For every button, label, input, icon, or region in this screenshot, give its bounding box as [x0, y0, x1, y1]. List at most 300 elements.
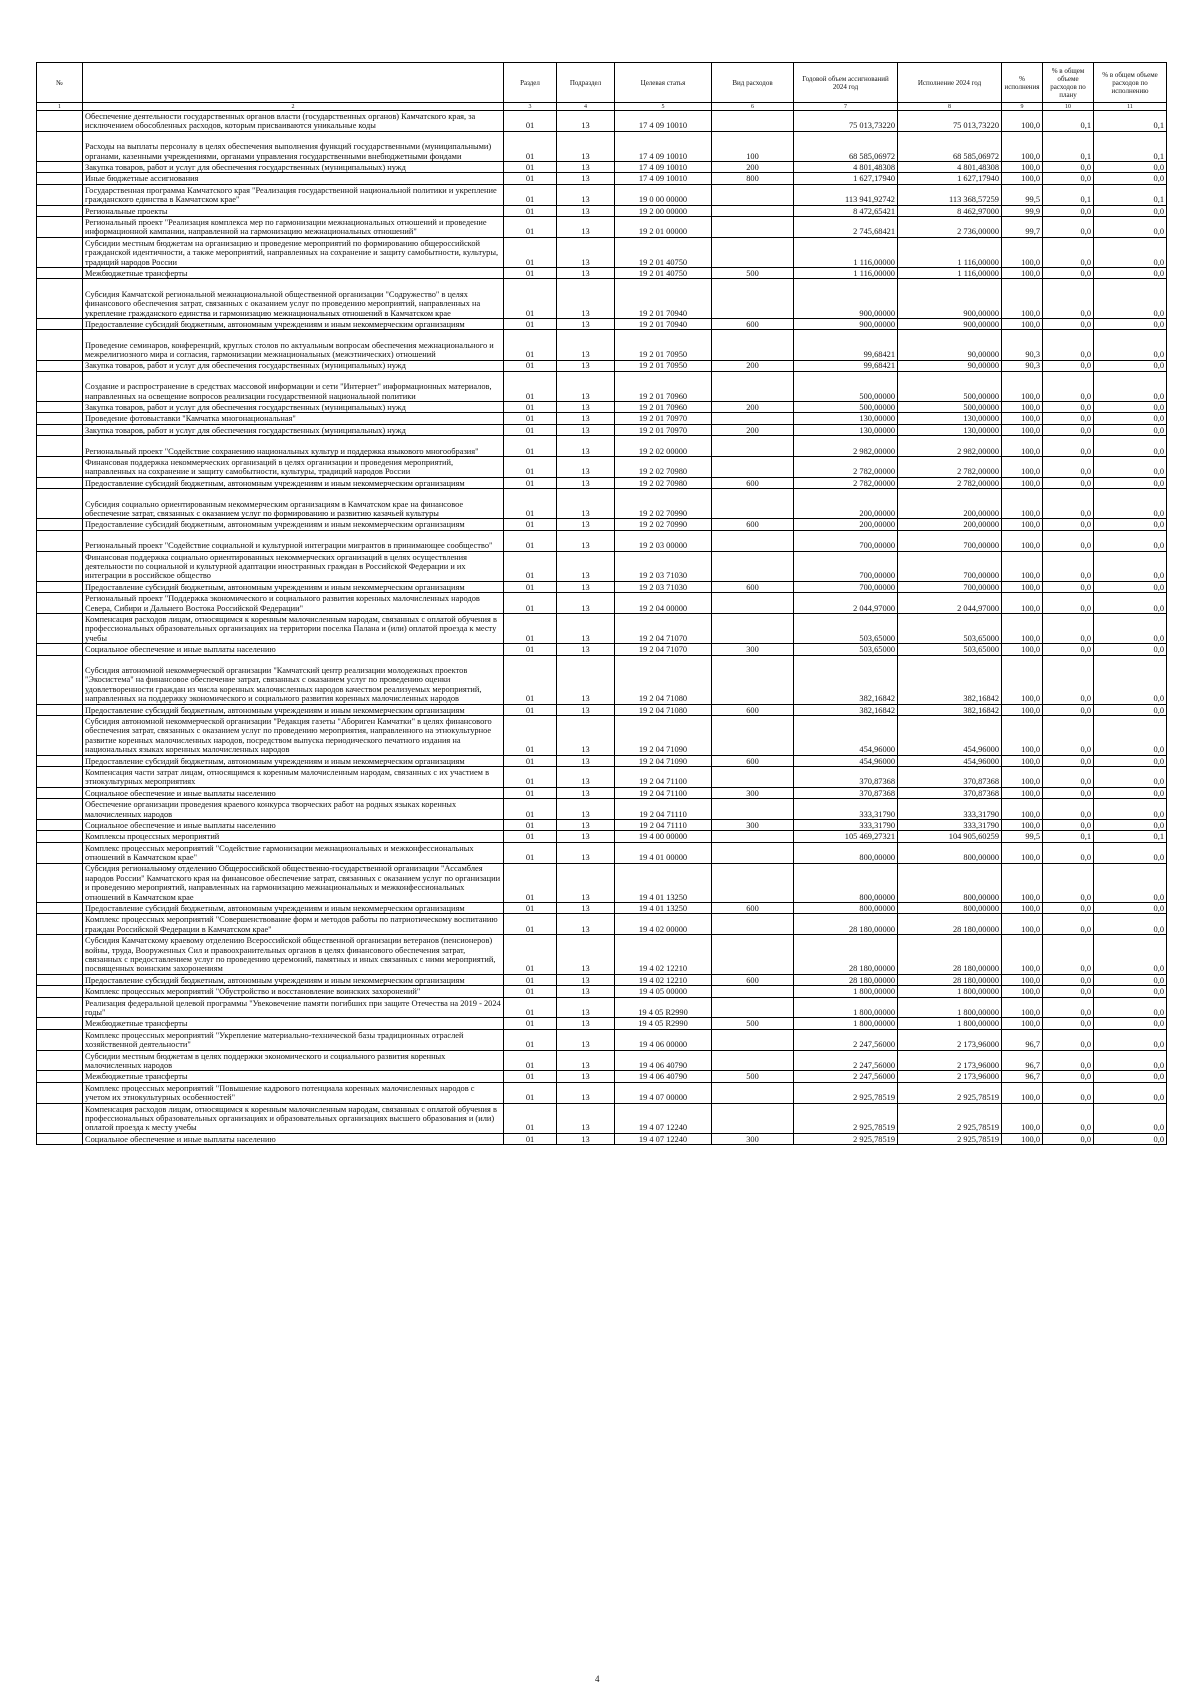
razdel-cell: 01 [504, 318, 557, 329]
column-header-7: Годовой объем ассигнований 2024 год [794, 63, 898, 103]
target-article-cell: 19 4 07 00000 [615, 1082, 712, 1103]
plan-share-cell: 0,0 [1043, 318, 1094, 329]
row-name: Государственная программа Камчатского края "Реализация государственной национальной политики и укрепление гражданского единства в Камчатском крае" [83, 184, 504, 205]
execution-amount-cell: 2 736,00000 [898, 216, 1002, 237]
target-article-cell: 19 2 04 71110 [615, 799, 712, 820]
table-row [37, 914, 1167, 935]
row-index-cell [37, 551, 83, 581]
plan-share-cell: 0,0 [1043, 205, 1094, 216]
plan-amount-cell: 382,16842 [794, 704, 898, 715]
row-name: Комплексы процессных мероприятий [83, 831, 504, 842]
table-row [37, 424, 1167, 435]
razdel-cell: 01 [504, 655, 557, 704]
table-row [37, 974, 1167, 985]
row-index-cell [37, 986, 83, 997]
expense-type-cell: 300 [712, 1133, 794, 1144]
execution-share-cell: 0,0 [1094, 1133, 1167, 1144]
podrazdel-cell: 13 [557, 1082, 615, 1103]
row-name: Межбюджетные трансферты [83, 1071, 504, 1082]
plan-share-cell: 0,0 [1043, 842, 1094, 863]
table-row [37, 173, 1167, 184]
execution-amount-cell: 2 925,78519 [898, 1082, 1002, 1103]
plan-share-cell: 0,0 [1043, 704, 1094, 715]
execution-share-cell: 0,0 [1094, 489, 1167, 519]
table-row [37, 161, 1167, 172]
plan-amount-cell: 2 247,56000 [794, 1050, 898, 1071]
plan-share-cell: 0,0 [1043, 457, 1094, 478]
plan-amount-cell: 1 800,00000 [794, 1018, 898, 1029]
row-name: Предоставление субсидий бюджетным, автономным учреждениям и иным некоммерческим организациям [83, 318, 504, 329]
expense-type-cell [712, 489, 794, 519]
table-row [37, 1071, 1167, 1082]
table-row [37, 330, 1167, 360]
plan-share-cell: 0,0 [1043, 974, 1094, 985]
target-article-cell: 19 4 02 12210 [615, 974, 712, 985]
table-row [37, 842, 1167, 863]
row-name: Региональный проект "Содействие сохранению национальных культур и поддержка языкового многообразия" [83, 436, 504, 457]
column-header-6: Вид расходов [712, 63, 794, 103]
target-article-cell: 19 2 01 70950 [615, 330, 712, 360]
plan-amount-cell: 2 247,56000 [794, 1071, 898, 1082]
execution-percent-cell: 99,7 [1002, 216, 1043, 237]
row-index-cell [37, 184, 83, 205]
row-index-cell [37, 819, 83, 830]
table-row [37, 787, 1167, 798]
execution-amount-cell: 382,16842 [898, 655, 1002, 704]
row-index-cell [37, 330, 83, 360]
plan-share-cell: 0,0 [1043, 1029, 1094, 1050]
table-row [37, 318, 1167, 329]
razdel-cell: 01 [504, 161, 557, 172]
row-name: Региональный проект "Реализация комплекса мер по гармонизации межнациональных отношений и проведение информационной кампании, направленной на гармонизацию межнациональных отношений" [83, 216, 504, 237]
execution-percent-cell: 100,0 [1002, 903, 1043, 914]
expense-type-cell: 500 [712, 267, 794, 278]
row-name: Комплекс процессных мероприятий "Содействие гармонизации межнациональных и межконфессиональных отношений в Камчатском крае" [83, 842, 504, 863]
execution-share-cell: 0,0 [1094, 216, 1167, 237]
row-name: Социальное обеспечение и иные выплаты населению [83, 819, 504, 830]
plan-amount-cell: 1 116,00000 [794, 237, 898, 267]
execution-amount-cell: 130,00000 [898, 413, 1002, 424]
target-article-cell: 19 2 01 70940 [615, 318, 712, 329]
execution-amount-cell: 800,00000 [898, 863, 1002, 903]
target-article-cell: 17 4 09 10010 [615, 131, 712, 161]
razdel-cell: 01 [504, 267, 557, 278]
execution-share-cell: 0,0 [1094, 986, 1167, 997]
plan-share-cell: 0,0 [1043, 655, 1094, 704]
podrazdel-cell: 13 [557, 644, 615, 655]
podrazdel-cell: 13 [557, 831, 615, 842]
table-row [37, 1082, 1167, 1103]
column-header-2 [83, 63, 504, 103]
table-row [37, 1050, 1167, 1071]
plan-share-cell: 0,0 [1043, 1133, 1094, 1144]
execution-amount-cell: 1 800,00000 [898, 997, 1002, 1018]
target-article-cell: 19 2 04 71070 [615, 613, 712, 643]
execution-share-cell: 0,0 [1094, 1103, 1167, 1133]
razdel-cell: 01 [504, 715, 557, 755]
plan-share-cell: 0,0 [1043, 787, 1094, 798]
razdel-cell: 01 [504, 551, 557, 581]
row-name: Субсидии местным бюджетам на организацию и проведение мероприятий по формированию общероссийской гражданской идентичности, а также мероприятий, направленных на сохранение и защиту самобытности, культуры, традиций народов России [83, 237, 504, 267]
plan-amount-cell: 28 180,00000 [794, 974, 898, 985]
plan-share-cell: 0,0 [1043, 413, 1094, 424]
podrazdel-cell: 13 [557, 519, 615, 530]
plan-amount-cell: 1 116,00000 [794, 267, 898, 278]
plan-share-cell: 0,0 [1043, 1050, 1094, 1071]
plan-share-cell: 0,0 [1043, 477, 1094, 488]
row-name: Субсидия Камчатскому краевому отделению Всероссийской общественной организации ветеранов (пенсионеров) войны, труда, Вооруженных Сил и правоохранительных органов в целях финансового обеспечения затрат, связанных с предоставлением услуг по проведению церемоний, памятных и иных связанных с ними мероприятий, посвященных воинским захоронениям [83, 935, 504, 975]
row-index-cell [37, 755, 83, 766]
target-article-cell: 19 4 05 R2990 [615, 1018, 712, 1029]
execution-share-cell: 0,0 [1094, 424, 1167, 435]
execution-percent-cell: 99,9 [1002, 205, 1043, 216]
target-article-cell: 19 2 01 70970 [615, 413, 712, 424]
execution-share-cell: 0,0 [1094, 974, 1167, 985]
expense-type-cell: 300 [712, 819, 794, 830]
execution-percent-cell: 100,0 [1002, 974, 1043, 985]
row-index-cell [37, 436, 83, 457]
expense-type-cell [712, 613, 794, 643]
expense-type-cell: 600 [712, 974, 794, 985]
row-name: Субсидия социально ориентированным некоммерческим организациям в Камчатском крае на финансовое обеспечение затрат, связанных с оказанием услуг по формированию и развитию казачьей культуры [83, 489, 504, 519]
row-index-cell [37, 655, 83, 704]
execution-percent-cell: 100,0 [1002, 997, 1043, 1018]
podrazdel-cell: 13 [557, 173, 615, 184]
target-article-cell: 19 4 02 12210 [615, 935, 712, 975]
plan-amount-cell: 700,00000 [794, 530, 898, 551]
table-row [37, 863, 1167, 903]
row-name: Обеспечение деятельности государственных органов власти (государственных органов) Камчатского края, за исключением обособленных расходов, которым присваиваются уникальные коды [83, 111, 504, 132]
execution-amount-cell: 800,00000 [898, 903, 1002, 914]
execution-percent-cell: 99,5 [1002, 184, 1043, 205]
target-article-cell: 19 4 01 13250 [615, 903, 712, 914]
target-article-cell: 19 2 04 71110 [615, 819, 712, 830]
execution-amount-cell: 90,00000 [898, 330, 1002, 360]
razdel-cell: 01 [504, 903, 557, 914]
plan-amount-cell: 99,68421 [794, 360, 898, 371]
table-row [37, 704, 1167, 715]
plan-share-cell: 0,0 [1043, 644, 1094, 655]
plan-amount-cell: 2 044,97000 [794, 593, 898, 614]
execution-amount-cell: 1 800,00000 [898, 986, 1002, 997]
row-index-cell [37, 519, 83, 530]
row-name: Финансовая поддержка социально ориентированных некоммерческих организаций в целях осуществления деятельности по социальной и культурной адаптации иностранных граждан в Российской Федерации и их интеграции в российское общество [83, 551, 504, 581]
execution-percent-cell: 90,3 [1002, 330, 1043, 360]
row-index-cell [37, 205, 83, 216]
podrazdel-cell: 13 [557, 766, 615, 787]
target-article-cell: 19 0 00 00000 [615, 184, 712, 205]
podrazdel-cell: 13 [557, 997, 615, 1018]
podrazdel-cell: 13 [557, 402, 615, 413]
row-name: Закупка товаров, работ и услуг для обеспечения государственных (муниципальных) нужд [83, 161, 504, 172]
row-name: Создание и распространение в средствах массовой информации и сети "Интернет" информационных материалов, направленных на освещение вопросов реализации государственной национальной политики [83, 371, 504, 401]
row-index-cell [37, 644, 83, 655]
podrazdel-cell: 13 [557, 1071, 615, 1082]
row-name: Закупка товаров, работ и услуг для обеспечения государственных (муниципальных) нужд [83, 424, 504, 435]
target-article-cell: 19 2 04 71090 [615, 715, 712, 755]
execution-percent-cell: 100,0 [1002, 519, 1043, 530]
execution-amount-cell: 2 173,96000 [898, 1071, 1002, 1082]
plan-share-cell: 0,1 [1043, 831, 1094, 842]
razdel-cell: 01 [504, 1103, 557, 1133]
execution-amount-cell: 90,00000 [898, 360, 1002, 371]
razdel-cell: 01 [504, 863, 557, 903]
execution-percent-cell: 100,0 [1002, 161, 1043, 172]
expense-type-cell [712, 530, 794, 551]
execution-percent-cell: 100,0 [1002, 935, 1043, 975]
razdel-cell: 01 [504, 424, 557, 435]
row-index-cell [37, 530, 83, 551]
podrazdel-cell: 13 [557, 787, 615, 798]
target-article-cell: 19 2 03 00000 [615, 530, 712, 551]
execution-percent-cell: 100,0 [1002, 371, 1043, 401]
razdel-cell: 01 [504, 173, 557, 184]
execution-share-cell: 0,1 [1094, 184, 1167, 205]
row-index-cell [37, 318, 83, 329]
execution-share-cell: 0,0 [1094, 360, 1167, 371]
plan-share-cell: 0,0 [1043, 279, 1094, 319]
plan-amount-cell: 333,31790 [794, 799, 898, 820]
plan-share-cell: 0,0 [1043, 360, 1094, 371]
execution-amount-cell: 454,96000 [898, 715, 1002, 755]
execution-amount-cell: 900,00000 [898, 279, 1002, 319]
column-number-8: 8 [898, 103, 1002, 111]
expense-type-cell [712, 914, 794, 935]
row-name: Субсидия автономной некоммерческой организации "Камчатский центр реализации молодежных проектов "Экосистема" на финансовое обеспечение затрат, связанных с оказанием услуг по проведению оценки удовлетворенности граждан из числа коренных малочисленных народов качеством реализуемых мероприятий, направленных на поддержку экономического и социального развития коренных малочисленных народов [83, 655, 504, 704]
plan-amount-cell: 28 180,00000 [794, 914, 898, 935]
row-name: Социальное обеспечение и иные выплаты населению [83, 1133, 504, 1144]
podrazdel-cell: 13 [557, 819, 615, 830]
execution-amount-cell: 2 925,78519 [898, 1133, 1002, 1144]
expense-type-cell: 600 [712, 477, 794, 488]
execution-percent-cell: 100,0 [1002, 111, 1043, 132]
razdel-cell: 01 [504, 831, 557, 842]
expense-type-cell [712, 551, 794, 581]
row-index-cell [37, 267, 83, 278]
column-header-3: Раздел [504, 63, 557, 103]
execution-percent-cell: 100,0 [1002, 457, 1043, 478]
execution-amount-cell: 28 180,00000 [898, 935, 1002, 975]
expense-type-cell [712, 863, 794, 903]
plan-amount-cell: 503,65000 [794, 644, 898, 655]
execution-share-cell: 0,0 [1094, 935, 1167, 975]
expense-type-cell: 600 [712, 755, 794, 766]
execution-percent-cell: 100,0 [1002, 436, 1043, 457]
target-article-cell: 19 2 04 71100 [615, 787, 712, 798]
razdel-cell: 01 [504, 279, 557, 319]
expense-type-cell: 500 [712, 1018, 794, 1029]
execution-amount-cell: 1 627,17940 [898, 173, 1002, 184]
plan-amount-cell: 130,00000 [794, 413, 898, 424]
row-index-cell [37, 173, 83, 184]
table-row [37, 655, 1167, 704]
razdel-cell: 01 [504, 111, 557, 132]
plan-amount-cell: 700,00000 [794, 581, 898, 592]
execution-share-cell: 0,0 [1094, 457, 1167, 478]
razdel-cell: 01 [504, 205, 557, 216]
execution-share-cell: 0,0 [1094, 997, 1167, 1018]
execution-percent-cell: 90,3 [1002, 360, 1043, 371]
expense-type-cell [712, 436, 794, 457]
plan-amount-cell: 130,00000 [794, 424, 898, 435]
execution-share-cell: 0,0 [1094, 819, 1167, 830]
podrazdel-cell: 13 [557, 581, 615, 592]
expense-type-cell: 300 [712, 644, 794, 655]
execution-amount-cell: 68 585,06972 [898, 131, 1002, 161]
row-index-cell [37, 1103, 83, 1133]
table-row [37, 279, 1167, 319]
target-article-cell: 19 2 00 00000 [615, 205, 712, 216]
execution-share-cell: 0,0 [1094, 655, 1167, 704]
table-row [37, 1103, 1167, 1133]
execution-amount-cell: 500,00000 [898, 371, 1002, 401]
table-body [37, 111, 1167, 1145]
execution-amount-cell: 382,16842 [898, 704, 1002, 715]
row-name: Межбюджетные трансферты [83, 267, 504, 278]
execution-percent-cell: 100,0 [1002, 766, 1043, 787]
expense-type-cell [712, 655, 794, 704]
razdel-cell: 01 [504, 787, 557, 798]
target-article-cell: 19 2 02 00000 [615, 436, 712, 457]
table-row [37, 1018, 1167, 1029]
execution-share-cell: 0,0 [1094, 279, 1167, 319]
table-row [37, 530, 1167, 551]
execution-share-cell: 0,0 [1094, 704, 1167, 715]
execution-amount-cell: 113 368,57259 [898, 184, 1002, 205]
podrazdel-cell: 13 [557, 1133, 615, 1144]
plan-share-cell: 0,0 [1043, 1071, 1094, 1082]
razdel-cell: 01 [504, 413, 557, 424]
row-index-cell [37, 613, 83, 643]
execution-amount-cell: 200,00000 [898, 489, 1002, 519]
target-article-cell: 19 4 00 00000 [615, 831, 712, 842]
plan-amount-cell: 200,00000 [794, 489, 898, 519]
row-name: Компенсация расходов лицам, относящимся к коренным малочисленным народам, связанных с оплатой обучения в профессиональных образовательных организациях на территории поселка Палана и (или) оплатой проезда к месту учебы [83, 613, 504, 643]
plan-share-cell: 0,0 [1043, 519, 1094, 530]
execution-percent-cell: 100,0 [1002, 173, 1043, 184]
razdel-cell: 01 [504, 581, 557, 592]
execution-percent-cell: 100,0 [1002, 237, 1043, 267]
target-article-cell: 19 2 02 70980 [615, 477, 712, 488]
razdel-cell: 01 [504, 593, 557, 614]
target-article-cell: 19 2 01 70960 [615, 402, 712, 413]
row-name: Комплекс процессных мероприятий "Повышение кадрового потенциала коренных малочисленных народов с учетом их этнокультурных особенностей" [83, 1082, 504, 1103]
podrazdel-cell: 13 [557, 360, 615, 371]
podrazdel-cell: 13 [557, 184, 615, 205]
table-row [37, 111, 1167, 132]
expense-type-cell [712, 842, 794, 863]
plan-amount-cell: 800,00000 [794, 863, 898, 903]
expense-type-cell [712, 715, 794, 755]
razdel-cell: 01 [504, 613, 557, 643]
expense-type-cell: 600 [712, 704, 794, 715]
target-article-cell: 19 2 03 71030 [615, 551, 712, 581]
podrazdel-cell: 13 [557, 842, 615, 863]
row-name: Субсидия автономной некоммерческой организации "Редакция газеты "Абориген Камчатки" в целях финансового обеспечения затрат, связанных с оказанием услуг по проведению мероприятия, направленного на этнокультурное развитие коренных малочисленных народов, посредством выпуска периодического печатного издания на национальных языках коренных малочисленных народов [83, 715, 504, 755]
execution-share-cell: 0,0 [1094, 371, 1167, 401]
row-index-cell [37, 360, 83, 371]
table-row [37, 402, 1167, 413]
razdel-cell: 01 [504, 436, 557, 457]
execution-share-cell: 0,0 [1094, 530, 1167, 551]
plan-amount-cell: 1 800,00000 [794, 997, 898, 1018]
execution-amount-cell: 130,00000 [898, 424, 1002, 435]
table-row [37, 997, 1167, 1018]
execution-share-cell: 0,0 [1094, 903, 1167, 914]
execution-share-cell: 0,0 [1094, 842, 1167, 863]
row-name: Предоставление субсидий бюджетным, автономным учреждениям и иным некоммерческим организациям [83, 704, 504, 715]
plan-amount-cell: 800,00000 [794, 903, 898, 914]
expense-type-cell [712, 457, 794, 478]
execution-share-cell: 0,0 [1094, 1018, 1167, 1029]
row-name: Региональный проект "Содействие социальной и культурной интеграции мигрантов в принимающее сообщество" [83, 530, 504, 551]
razdel-cell: 01 [504, 519, 557, 530]
expense-type-cell [712, 997, 794, 1018]
podrazdel-cell: 13 [557, 1103, 615, 1133]
razdel-cell: 01 [504, 1050, 557, 1071]
plan-share-cell: 0,0 [1043, 581, 1094, 592]
plan-share-cell: 0,0 [1043, 715, 1094, 755]
execution-share-cell: 0,0 [1094, 593, 1167, 614]
target-article-cell: 19 2 04 71090 [615, 755, 712, 766]
execution-share-cell: 0,0 [1094, 205, 1167, 216]
header-row [37, 63, 1167, 103]
plan-share-cell: 0,0 [1043, 593, 1094, 614]
execution-amount-cell: 700,00000 [898, 530, 1002, 551]
row-name: Предоставление субсидий бюджетным, автономным учреждениям и иным некоммерческим организациям [83, 519, 504, 530]
podrazdel-cell: 13 [557, 799, 615, 820]
plan-amount-cell: 900,00000 [794, 279, 898, 319]
razdel-cell: 01 [504, 477, 557, 488]
target-article-cell: 19 4 05 00000 [615, 986, 712, 997]
podrazdel-cell: 13 [557, 755, 615, 766]
plan-share-cell: 0,0 [1043, 755, 1094, 766]
plan-share-cell: 0,0 [1043, 237, 1094, 267]
column-number-5: 5 [615, 103, 712, 111]
razdel-cell: 01 [504, 1018, 557, 1029]
table-row [37, 436, 1167, 457]
plan-share-cell: 0,0 [1043, 489, 1094, 519]
expense-type-cell [712, 205, 794, 216]
row-name: Реализация федеральной целевой программы "Увековечение памяти погибших при защите Отечества на 2019 - 2024 годы" [83, 997, 504, 1018]
document-page [36, 62, 1166, 1145]
execution-amount-cell: 2 173,96000 [898, 1050, 1002, 1071]
razdel-cell: 01 [504, 1133, 557, 1144]
podrazdel-cell: 13 [557, 935, 615, 975]
column-number-11: 11 [1094, 103, 1167, 111]
expense-type-cell [712, 766, 794, 787]
execution-share-cell: 0,0 [1094, 318, 1167, 329]
table-row [37, 935, 1167, 975]
column-number-1: 1 [37, 103, 83, 111]
execution-amount-cell: 800,00000 [898, 842, 1002, 863]
expense-type-cell [712, 986, 794, 997]
column-number-4: 4 [557, 103, 615, 111]
execution-amount-cell: 75 013,73220 [898, 111, 1002, 132]
plan-share-cell: 0,0 [1043, 402, 1094, 413]
expense-type-cell: 600 [712, 519, 794, 530]
row-index-cell [37, 131, 83, 161]
table-row [37, 551, 1167, 581]
razdel-cell: 01 [504, 986, 557, 997]
expense-type-cell: 200 [712, 424, 794, 435]
target-article-cell: 19 4 06 00000 [615, 1029, 712, 1050]
podrazdel-cell: 13 [557, 704, 615, 715]
execution-percent-cell: 100,0 [1002, 715, 1043, 755]
execution-share-cell: 0,0 [1094, 1082, 1167, 1103]
plan-share-cell: 0,0 [1043, 863, 1094, 903]
razdel-cell: 01 [504, 766, 557, 787]
